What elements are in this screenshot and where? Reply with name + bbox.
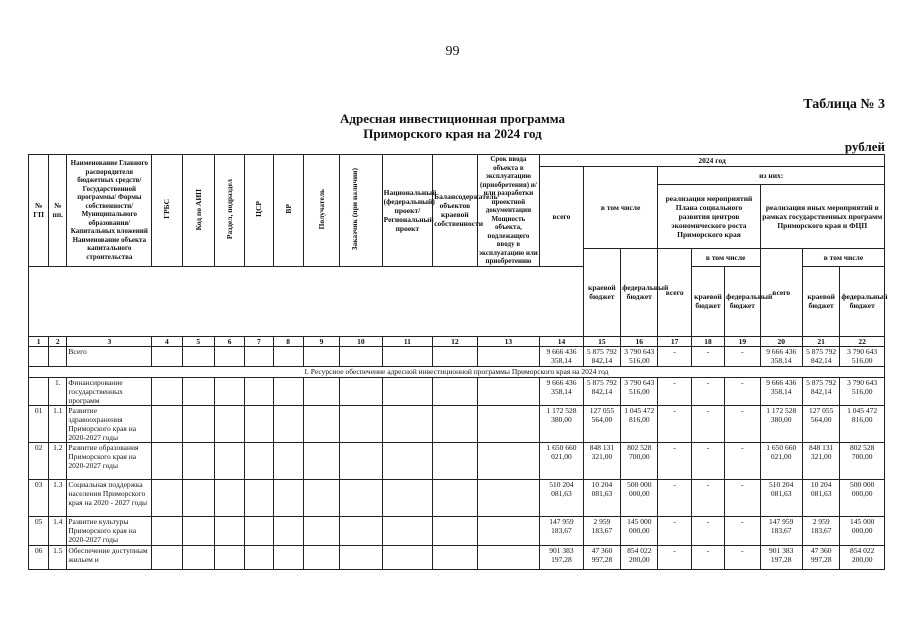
row-pp-no: 1.1 xyxy=(49,405,67,442)
row-c14: 147 959 183,67 xyxy=(540,516,583,545)
header-regional-budget: краевой бюджет xyxy=(583,248,620,336)
column-index-row xyxy=(29,336,885,346)
empty-cell xyxy=(273,442,303,479)
table-row xyxy=(29,479,885,516)
row-c16: 1 045 472 816,00 xyxy=(621,405,658,442)
col-index: 3 xyxy=(67,336,152,346)
row-c19: - xyxy=(725,545,760,569)
col-index: 8 xyxy=(273,336,303,346)
document-title xyxy=(0,111,905,141)
empty-cell xyxy=(303,516,339,545)
row-gp-no: 01 xyxy=(29,405,49,442)
header-other-program: реализация иных мероприятий в рамках государственных программ Приморского края и ФЦП xyxy=(760,184,884,248)
empty-cell xyxy=(303,442,339,479)
row-name: Развитие здравоохранения Приморского края на 2020-2027 годы xyxy=(67,405,152,442)
header-name: Наименование Главного распорядителя бюджетных средств/Государственной программы/ Формы собственности/Муниципального образования/Капитальных вложений Наименование объекта капитального строительства xyxy=(67,155,152,267)
header-customer xyxy=(340,155,382,267)
table-row xyxy=(29,377,885,405)
section-row xyxy=(29,366,885,377)
header-vr xyxy=(273,155,303,267)
empty-cell xyxy=(152,479,182,516)
col-index: 20 xyxy=(760,336,802,346)
col-index: 1 xyxy=(29,336,49,346)
empty-cell xyxy=(245,377,273,405)
empty-cell xyxy=(477,377,540,405)
row-c15: 848 131 321,00 xyxy=(583,442,620,479)
row-c14: 901 383 197,28 xyxy=(540,545,583,569)
empty-cell xyxy=(477,442,540,479)
row-c14: 1 650 660 021,00 xyxy=(540,442,583,479)
header-spacer xyxy=(29,266,584,336)
row-pp-no: 1. xyxy=(49,377,67,405)
empty-cell xyxy=(477,405,540,442)
row-c21: 848 131 321,00 xyxy=(802,442,839,479)
header-recipient-text: Получатель xyxy=(317,189,326,230)
header-plan-regional: краевой бюджет xyxy=(691,266,724,336)
row-c16: 145 000 000,00 xyxy=(621,516,658,545)
title-line-1: Адресная инвестиционная программа xyxy=(340,111,565,126)
header-grbs xyxy=(152,155,182,267)
header-total: всего xyxy=(540,167,583,267)
empty-cell xyxy=(245,545,273,569)
row-name: Финансирование государственных программ xyxy=(67,377,152,405)
empty-cell xyxy=(245,516,273,545)
empty-cell xyxy=(382,377,433,405)
header-recipient xyxy=(303,155,339,267)
col-index: 6 xyxy=(214,336,244,346)
empty-cell xyxy=(340,442,382,479)
row-pp-no: 1.2 xyxy=(49,442,67,479)
table-row xyxy=(29,405,885,442)
empty-cell xyxy=(214,545,244,569)
row-c21: 5 875 792 842,14 xyxy=(802,377,839,405)
header-other-total: всего xyxy=(760,248,802,336)
total-c20: 9 666 436 358,14 xyxy=(760,346,802,366)
empty-cell xyxy=(303,377,339,405)
col-index: 7 xyxy=(245,336,273,346)
empty-cell xyxy=(182,516,214,545)
empty-cell xyxy=(273,479,303,516)
header-including: в том числе xyxy=(583,167,658,249)
row-c20: 510 204 081,63 xyxy=(760,479,802,516)
row-gp-no xyxy=(29,377,49,405)
total-c21: 5 875 792 842,14 xyxy=(802,346,839,366)
row-c22: 802 528 700,00 xyxy=(840,442,885,479)
total-c14: 9 666 436 358,14 xyxy=(540,346,583,366)
empty-cell xyxy=(214,405,244,442)
empty-cell xyxy=(340,479,382,516)
empty-cell xyxy=(182,545,214,569)
row-gp-no: 06 xyxy=(29,545,49,569)
empty-cell xyxy=(152,405,182,442)
row-gp-no: 05 xyxy=(29,516,49,545)
row-c22: 1 045 472 816,00 xyxy=(840,405,885,442)
empty-cell xyxy=(152,516,182,545)
row-c18: - xyxy=(691,377,724,405)
row-c17: - xyxy=(658,442,691,479)
row-pp-no: 1.3 xyxy=(49,479,67,516)
row-c22: 854 022 200,00 xyxy=(840,545,885,569)
row-c20: 9 666 436 358,14 xyxy=(760,377,802,405)
empty-cell xyxy=(340,516,382,545)
total-c15: 5 875 792 842,14 xyxy=(583,346,620,366)
empty-cell xyxy=(182,405,214,442)
empty-cell xyxy=(182,479,214,516)
row-name: Социальная поддержка населения Приморского края на 2020 - 2027 годы xyxy=(67,479,152,516)
empty-cell xyxy=(433,545,477,569)
row-c18: - xyxy=(691,545,724,569)
row-c17: - xyxy=(658,516,691,545)
empty-cell xyxy=(303,405,339,442)
header-plan-program: реализация мероприятий Плана социального развития центров экономического роста Приморского края xyxy=(658,184,760,248)
row-c21: 2 959 183,67 xyxy=(802,516,839,545)
row-pp-no: 1.4 xyxy=(49,516,67,545)
row-c20: 1 650 660 021,00 xyxy=(760,442,802,479)
section-title: I. Ресурсное обеспечение адресной инвестиционной программы Приморского края на 2024 год xyxy=(29,366,885,377)
empty-cell xyxy=(433,405,477,442)
col-index: 18 xyxy=(691,336,724,346)
empty-cell xyxy=(152,442,182,479)
header-plan-including: в том числе xyxy=(691,248,760,266)
header-customer-text: Заказчик (при наличии) xyxy=(349,168,359,251)
row-gp-no: 03 xyxy=(29,479,49,516)
row-c15: 2 959 183,67 xyxy=(583,516,620,545)
header-aip-code xyxy=(182,155,214,267)
row-c19: - xyxy=(725,377,760,405)
table-row xyxy=(29,545,885,569)
total-label: Всего xyxy=(67,346,152,366)
row-name: Развитие образования Приморского края на 2020-2027 годы xyxy=(67,442,152,479)
total-c18: - xyxy=(691,346,724,366)
row-pp-no: 1.5 xyxy=(49,545,67,569)
empty-cell xyxy=(382,405,433,442)
header-plan-federal: федеральный бюджет xyxy=(725,266,760,336)
empty-cell xyxy=(477,545,540,569)
row-c17: - xyxy=(658,545,691,569)
empty-cell xyxy=(433,377,477,405)
row-c18: - xyxy=(691,405,724,442)
empty-cell xyxy=(182,442,214,479)
empty-cell xyxy=(382,545,433,569)
total-c22: 3 790 643 516,00 xyxy=(840,346,885,366)
empty-cell xyxy=(245,405,273,442)
row-c17: - xyxy=(658,479,691,516)
empty-cell xyxy=(273,405,303,442)
row-name: Обеспечение доступным жильем и xyxy=(67,545,152,569)
table-number: Таблица № 3 xyxy=(803,97,885,112)
row-c21: 127 055 564,00 xyxy=(802,405,839,442)
row-c15: 5 875 792 842,14 xyxy=(583,377,620,405)
header-national-project: Национальный (федеральный) проект/ Региональный проект xyxy=(382,155,433,267)
empty-cell xyxy=(214,377,244,405)
empty-cell xyxy=(382,479,433,516)
empty-cell xyxy=(273,545,303,569)
empty-cell xyxy=(340,377,382,405)
row-c16: 500 000 000,00 xyxy=(621,479,658,516)
header-gp-no: № ГП xyxy=(29,155,49,267)
empty-cell xyxy=(214,479,244,516)
col-index: 14 xyxy=(540,336,583,346)
row-c18: - xyxy=(691,516,724,545)
header-deadline: Срок ввода объекта в эксплуатацию (приобретения) и/или разработки проектной документации Мощность объекта, подлежащего вводу в эксплуатацию или приобретению xyxy=(478,155,538,265)
col-index: 17 xyxy=(658,336,691,346)
empty-cell xyxy=(303,479,339,516)
empty-cell xyxy=(273,377,303,405)
header-csr xyxy=(245,155,273,267)
row-c14: 510 204 081,63 xyxy=(540,479,583,516)
total-row xyxy=(29,346,885,366)
header-other-including: в том числе xyxy=(802,248,884,266)
header-federal-budget: федеральный бюджет xyxy=(621,248,658,336)
col-index: 22 xyxy=(840,336,885,346)
row-c16: 854 022 200,00 xyxy=(621,545,658,569)
header-aip-code-text: Код по АИП xyxy=(193,188,203,230)
header-pp-no: № пп. xyxy=(49,155,67,267)
row-c18: - xyxy=(691,479,724,516)
investment-table xyxy=(28,154,888,570)
empty-cell xyxy=(152,545,182,569)
col-index: 5 xyxy=(182,336,214,346)
col-index: 2 xyxy=(49,336,67,346)
row-c19: - xyxy=(725,442,760,479)
header-section xyxy=(214,155,244,267)
total-c17: - xyxy=(658,346,691,366)
row-gp-no: 02 xyxy=(29,442,49,479)
empty-cell xyxy=(477,479,540,516)
data-rows xyxy=(29,377,885,569)
empty-cell xyxy=(433,479,477,516)
col-index: 10 xyxy=(340,336,382,346)
row-c21: 47 360 997,28 xyxy=(802,545,839,569)
empty-cell xyxy=(433,442,477,479)
col-index: 19 xyxy=(725,336,760,346)
empty-cell xyxy=(382,442,433,479)
row-c15: 127 055 564,00 xyxy=(583,405,620,442)
header-vr-text: ВР xyxy=(283,204,293,215)
col-index: 21 xyxy=(802,336,839,346)
empty-cell xyxy=(245,479,273,516)
title-line-2: Приморского края на 2024 год xyxy=(363,126,542,141)
empty-cell xyxy=(340,405,382,442)
row-c15: 47 360 997,28 xyxy=(583,545,620,569)
row-c20: 147 959 183,67 xyxy=(760,516,802,545)
row-c19: - xyxy=(725,516,760,545)
row-c15: 10 204 081,63 xyxy=(583,479,620,516)
empty-cell xyxy=(245,442,273,479)
row-c20: 901 383 197,28 xyxy=(760,545,802,569)
row-c14: 1 172 528 380,00 xyxy=(540,405,583,442)
unit-label: рублей xyxy=(844,139,885,154)
empty-cell xyxy=(382,516,433,545)
table-row xyxy=(29,516,885,545)
row-c16: 802 528 700,00 xyxy=(621,442,658,479)
header-csr-text: ЦСР xyxy=(254,201,264,218)
header-balance-holder: Балансодержатель объектов краевой собственности xyxy=(433,155,477,267)
row-c21: 10 204 081,63 xyxy=(802,479,839,516)
empty-cell xyxy=(303,545,339,569)
row-name: Развитие культуры Приморского края на 2020-2027 годы xyxy=(67,516,152,545)
row-c17: - xyxy=(658,377,691,405)
empty-cell xyxy=(273,516,303,545)
header-other-regional: краевой бюджет xyxy=(802,266,839,336)
col-index: 12 xyxy=(433,336,477,346)
row-c16: 3 790 643 516,00 xyxy=(621,377,658,405)
header-of-which: из них: xyxy=(658,167,885,185)
empty-cell xyxy=(182,377,214,405)
empty-cell xyxy=(152,377,182,405)
header-grbs-text: ГРБС xyxy=(162,199,172,220)
row-c19: - xyxy=(725,479,760,516)
header-year: 2024 год xyxy=(540,155,885,167)
row-c19: - xyxy=(725,405,760,442)
col-index: 11 xyxy=(382,336,433,346)
total-c16: 3 790 643 516,00 xyxy=(621,346,658,366)
empty-cell xyxy=(214,516,244,545)
header-plan-total: всего xyxy=(658,248,691,336)
row-c14: 9 666 436 358,14 xyxy=(540,377,583,405)
total-c19: - xyxy=(725,346,760,366)
col-index: 15 xyxy=(583,336,620,346)
page-number: 99 xyxy=(445,44,460,59)
header-other-federal: федеральный бюджет xyxy=(840,266,885,336)
header-section-text: Раздел, подраздел xyxy=(225,179,235,240)
table-row xyxy=(29,442,885,479)
col-index: 9 xyxy=(303,336,339,346)
row-c22: 500 000 000,00 xyxy=(840,479,885,516)
col-index: 4 xyxy=(152,336,182,346)
row-c22: 3 790 643 516,00 xyxy=(840,377,885,405)
empty-cell xyxy=(477,516,540,545)
row-c20: 1 172 528 380,00 xyxy=(760,405,802,442)
col-index: 16 xyxy=(621,336,658,346)
empty-cell xyxy=(433,516,477,545)
row-c17: - xyxy=(658,405,691,442)
row-c22: 145 000 000,00 xyxy=(840,516,885,545)
empty-cell xyxy=(214,442,244,479)
row-c18: - xyxy=(691,442,724,479)
empty-cell xyxy=(340,545,382,569)
col-index: 13 xyxy=(477,336,540,346)
